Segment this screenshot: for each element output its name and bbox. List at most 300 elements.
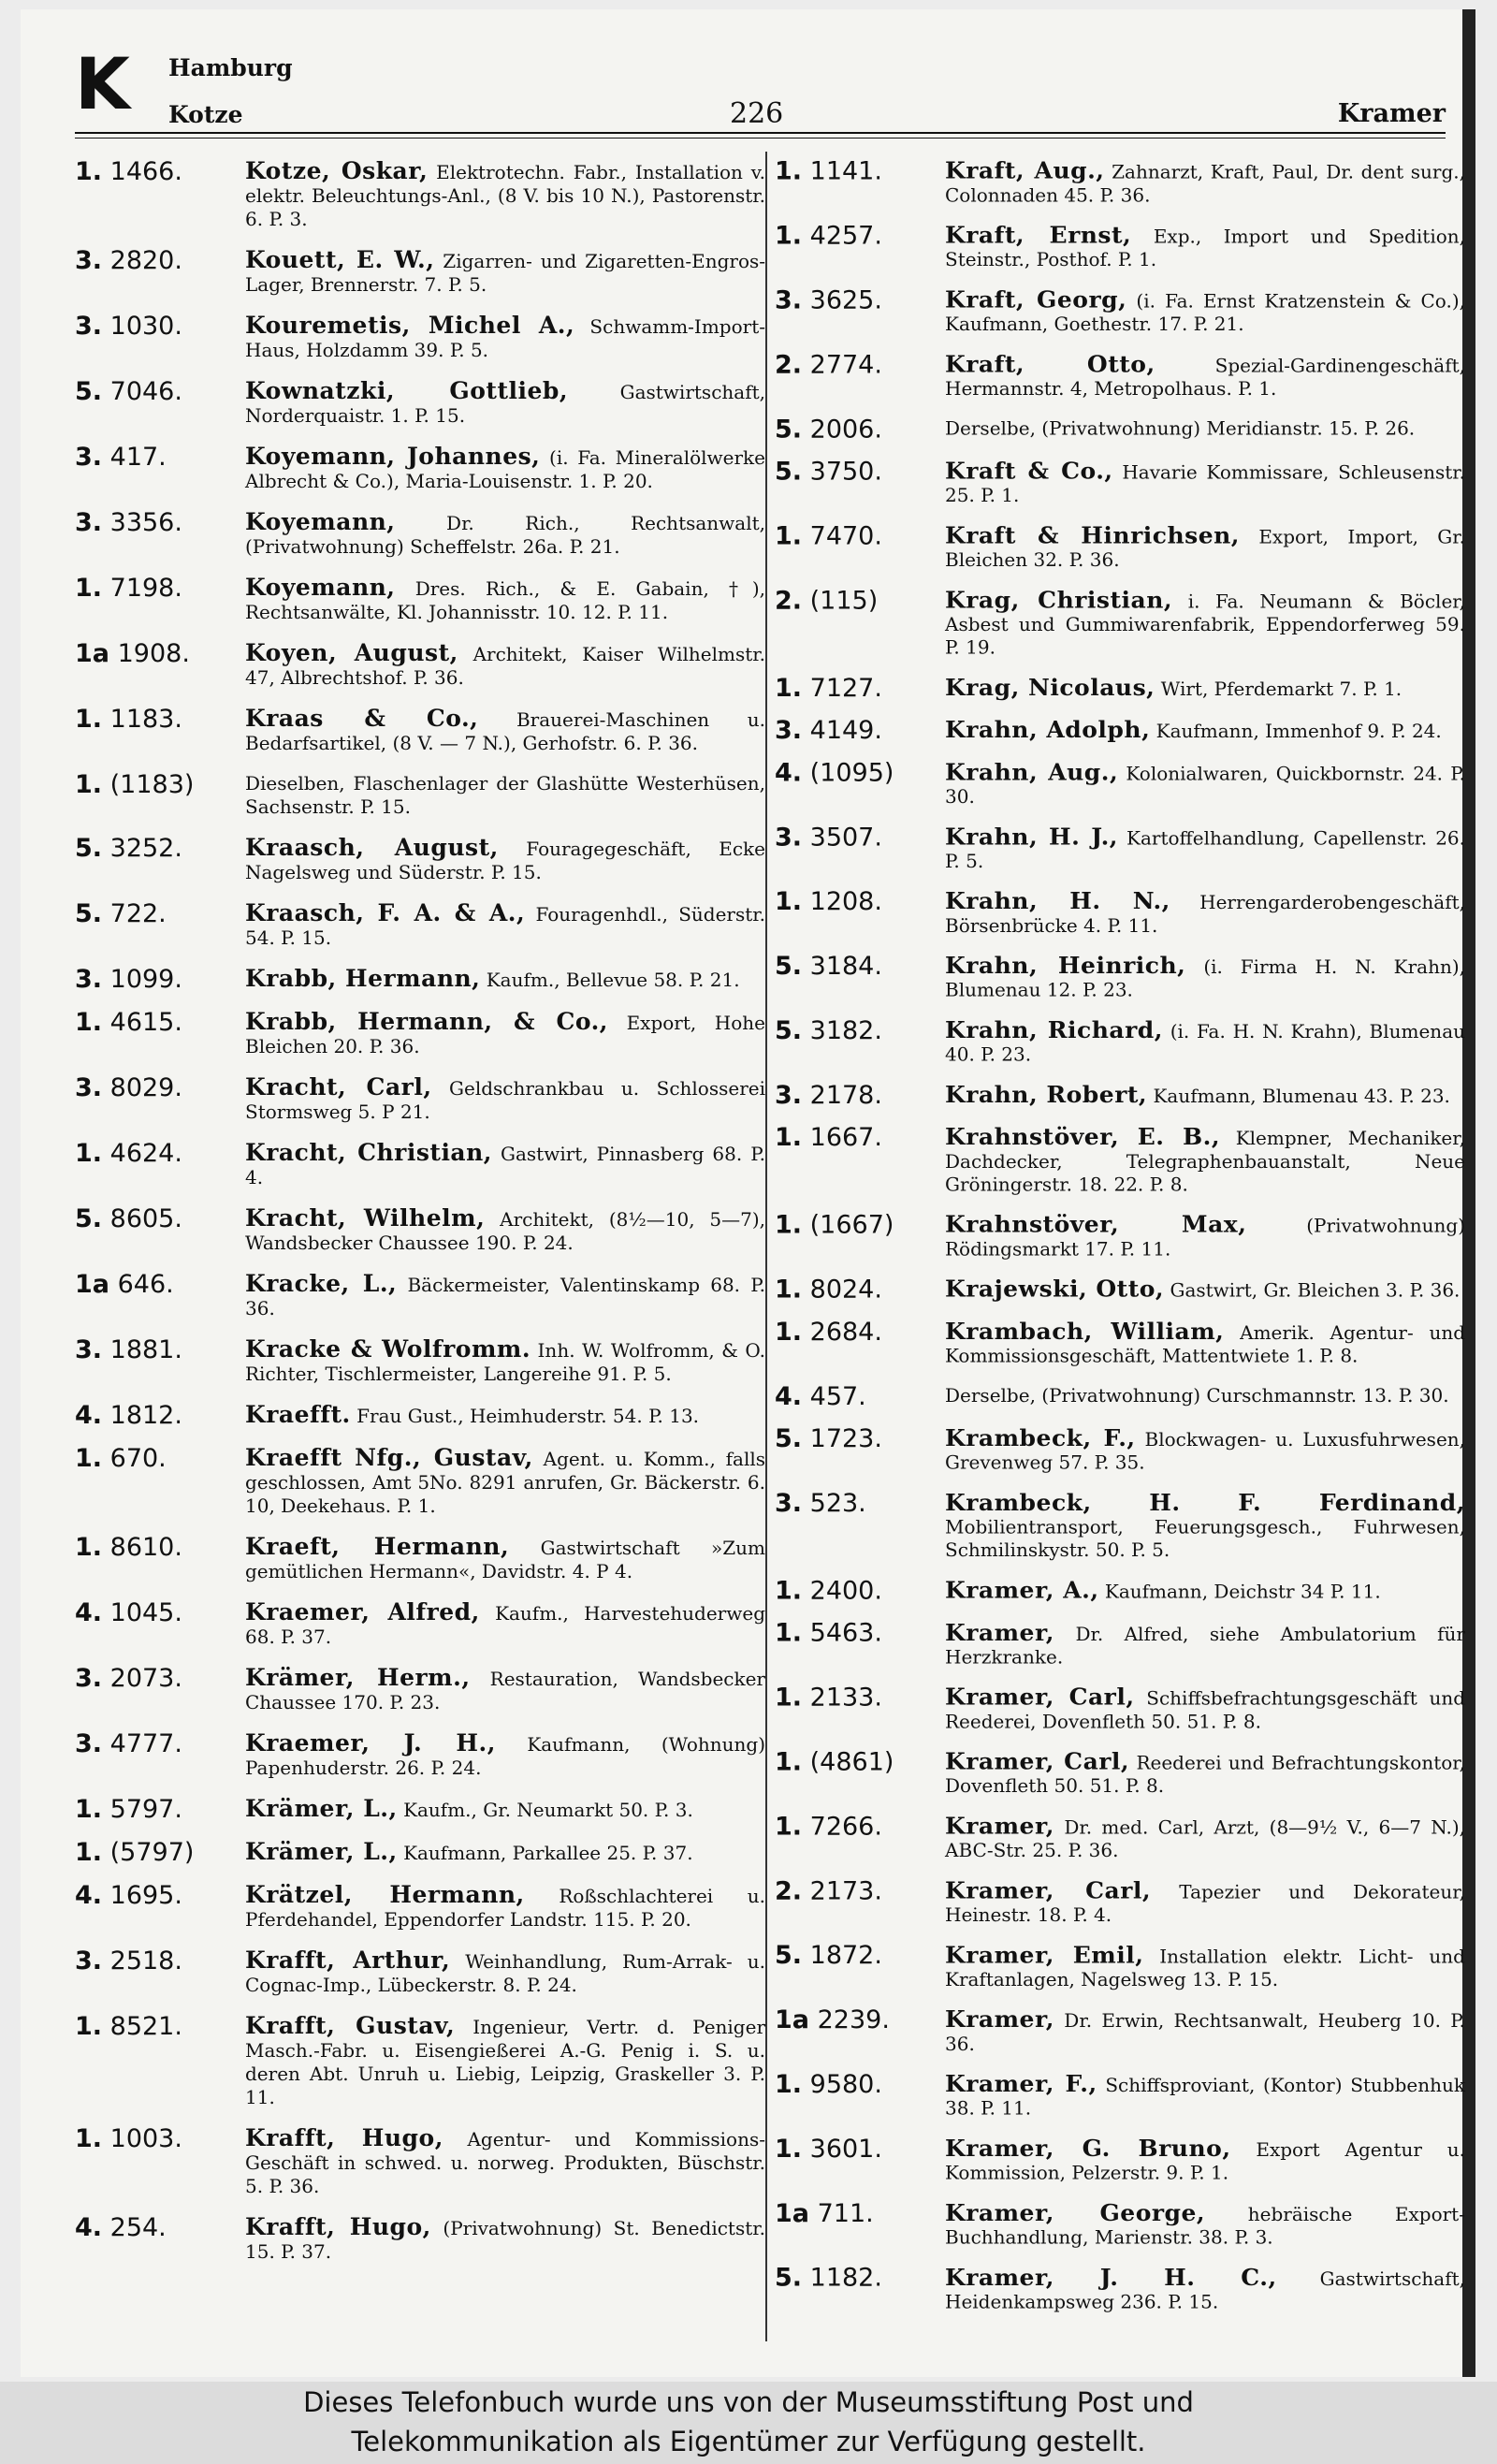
exchange-section: 2. bbox=[775, 350, 803, 380]
phone-number bbox=[75, 1535, 245, 1561]
phone-number bbox=[75, 313, 245, 340]
exchange-section: 1. bbox=[775, 2135, 803, 2164]
entry-text bbox=[945, 1426, 1465, 1474]
phone-number bbox=[775, 825, 945, 852]
phone-number bbox=[75, 1666, 245, 1692]
subscriber-details: (i. Fa. Mineralölwerke Albrecht & Co.), Maria-Louisenstr. 1. P. 20. bbox=[245, 446, 765, 492]
entry-text bbox=[245, 1535, 765, 1583]
subscriber-details: Zigarren- und Zigaretten-Engros-Lager, Brennerstr. 7. P. 5. bbox=[245, 250, 766, 296]
phone-number bbox=[75, 2215, 245, 2241]
exchange-section: 1a bbox=[75, 1270, 110, 1299]
directory-entry bbox=[775, 1876, 1465, 1927]
subscriber-details: Export, Hohe Bleichen 20. P. 36. bbox=[245, 1012, 765, 1057]
exchange-section: 1. bbox=[775, 2070, 803, 2099]
directory-entry bbox=[75, 707, 765, 755]
phone-number bbox=[775, 1876, 945, 1906]
subscriber-details: Spezial-Gardinengeschäft, Hermannstr. 4, Metropolhaus. P. 1. bbox=[945, 354, 1465, 400]
entry-text bbox=[945, 676, 1465, 701]
directory-entry bbox=[75, 248, 765, 297]
entry-text bbox=[245, 707, 765, 755]
directory-entry bbox=[775, 1018, 1465, 1066]
directory-entry bbox=[75, 641, 765, 690]
subscriber-name: Koyemann, bbox=[245, 508, 396, 535]
number-value: 4615. bbox=[109, 1008, 182, 1037]
exchange-section: 1. bbox=[75, 705, 103, 734]
subscriber-name: Krabb, Hermann, & Co., bbox=[245, 1008, 608, 1035]
subscriber-name: Krahn, Adolph, bbox=[945, 716, 1151, 744]
number-value: 5463. bbox=[809, 1619, 882, 1648]
entry-text bbox=[245, 772, 765, 819]
number-value: 1466. bbox=[109, 157, 182, 186]
entry-text bbox=[245, 2014, 765, 2109]
subscriber-details: Installation elektr. Licht- und Kraftanlagen, Nagelsweg 13. P. 15. bbox=[945, 1945, 1465, 1990]
exchange-section: 5. bbox=[75, 834, 103, 863]
entry-text bbox=[245, 576, 765, 624]
phone-number bbox=[75, 1403, 245, 1429]
footer-line-1: Dieses Telefonbuch wurde uns von der Museumsstiftung Post und bbox=[303, 2386, 1194, 2418]
subscriber-details: Klempner, Mechaniker, Dachdecker, Telegraphenbauanstalt, Neue Gröningerstr. 18. 22. P. 8. bbox=[945, 1127, 1465, 1196]
entry-text bbox=[245, 1840, 765, 1865]
subscriber-name: Krätzel, Hermann, bbox=[245, 1881, 525, 1908]
directory-entry bbox=[775, 1812, 1466, 1862]
number-value: 7266. bbox=[809, 1812, 882, 1842]
number-value: (115) bbox=[809, 586, 879, 616]
phone-number bbox=[75, 967, 245, 993]
directory-entry bbox=[775, 676, 1465, 702]
subscriber-details: Inh. W. Wolfromm, & O. Richter, Tischlermeister, Langereihe 91. P. 5. bbox=[245, 1339, 765, 1385]
subscriber-name: Kraefft Nfg., Gustav, bbox=[245, 1444, 533, 1471]
exchange-section: 1a bbox=[775, 2005, 810, 2035]
phone-number bbox=[775, 718, 945, 744]
phone-number bbox=[775, 1319, 945, 1346]
subscriber-name: Kramer, F., bbox=[945, 2070, 1097, 2097]
entry-text bbox=[945, 1384, 1465, 1407]
exchange-section: 1. bbox=[775, 887, 803, 917]
subscriber-name: Krahn, Heinrich, bbox=[945, 952, 1186, 980]
phone-number bbox=[75, 1337, 245, 1363]
subscriber-details: Kaufmann, Deichstr 34 P. 11. bbox=[1104, 1580, 1381, 1603]
subscriber-details: Gastwirt, Gr. Bleichen 3. P. 36. bbox=[1170, 1278, 1461, 1302]
number-value: 722. bbox=[109, 899, 167, 928]
directory-entry bbox=[75, 772, 765, 819]
number-value: 1045. bbox=[109, 1598, 182, 1627]
number-value: 1695. bbox=[109, 1881, 182, 1910]
exchange-section: 5. bbox=[775, 1016, 803, 1045]
exchange-section: 1. bbox=[75, 1838, 103, 1867]
exchange-section: 2. bbox=[775, 1876, 803, 1906]
subscriber-details: Gastwirtschaft, Heidenkampsweg 236. P. 15. bbox=[945, 2267, 1466, 2313]
directory-entry bbox=[75, 2215, 765, 2264]
phone-number bbox=[775, 417, 945, 444]
subscriber-name: Krahn, Richard, bbox=[945, 1016, 1163, 1043]
exchange-section: 4. bbox=[75, 1881, 103, 1910]
entry-text bbox=[945, 2136, 1465, 2184]
directory-entry bbox=[775, 285, 1465, 336]
subscriber-details: Agentur- und Kommissions-Geschäft in schwed. u. norweg. Produkten, Büschstr. 5. P. 36. bbox=[245, 2128, 765, 2197]
phone-number bbox=[75, 1731, 245, 1757]
number-value: 2239. bbox=[817, 2005, 890, 2035]
exchange-section: 3. bbox=[75, 1335, 103, 1364]
exchange-section: 1. bbox=[775, 1619, 803, 1648]
number-value: 3356. bbox=[109, 508, 182, 537]
subscriber-details: Dr. Rich., Rechtsanwalt, (Privatwohnung) Scheffelstr. 26a. P. 21. bbox=[245, 512, 766, 558]
number-value: 457. bbox=[809, 1382, 866, 1411]
exchange-section: 1. bbox=[75, 574, 103, 603]
subscriber-name: Krämer, L., bbox=[245, 1838, 398, 1865]
entry-text bbox=[945, 2007, 1465, 2055]
subscriber-name: Krafft, Hugo, bbox=[245, 2124, 443, 2151]
number-value: (1183) bbox=[109, 770, 195, 799]
entry-text bbox=[245, 313, 765, 362]
exchange-section: 1. bbox=[775, 1812, 803, 1842]
phone-number bbox=[75, 1075, 245, 1101]
subscriber-details: Havarie Kommissare, Schleusenstr. 25. P. 1. bbox=[945, 460, 1466, 507]
directory-entry bbox=[775, 350, 1465, 401]
exchange-section: 5. bbox=[775, 952, 803, 981]
subscriber-name: Kraas & Co., bbox=[245, 705, 479, 732]
subscriber-name: Koyemann, Johannes, bbox=[245, 443, 541, 470]
exchange-section: 3. bbox=[775, 285, 803, 315]
exchange-section: 1. bbox=[75, 1008, 103, 1037]
exchange-section: 1. bbox=[75, 1444, 103, 1473]
directory-entry bbox=[775, 1426, 1465, 1474]
subscriber-details: i. Fa. Neumann & Böcler, Asbest und Gummiwarenfabrik, Eppendorferweg 59. P. 19. bbox=[945, 590, 1466, 659]
number-value: 3252. bbox=[109, 834, 182, 863]
subscriber-details: (i. Fa. Ernst Kratzenstein & Co.), Kaufmann, Goethestr. 17. P. 21. bbox=[945, 289, 1465, 336]
section-letter: K bbox=[75, 42, 130, 125]
subscriber-name: Kraft & Co., bbox=[945, 457, 1113, 485]
directory-entry bbox=[75, 159, 765, 231]
city-name: Hamburg bbox=[168, 54, 293, 81]
exchange-section: 5. bbox=[75, 1204, 103, 1233]
entry-text bbox=[245, 1272, 765, 1320]
directory-entry bbox=[775, 1685, 1465, 1733]
phone-number bbox=[75, 2014, 245, 2040]
phone-number bbox=[775, 1083, 945, 1109]
phone-number bbox=[75, 1797, 245, 1823]
phone-number bbox=[775, 1213, 945, 1239]
entry-text bbox=[945, 2266, 1465, 2313]
subscriber-details: Architekt, (8½—10, 5—7), Wandsbecker Chaussee 190. P. 24. bbox=[245, 1208, 765, 1254]
phone-number bbox=[75, 1141, 245, 1167]
directory-entry bbox=[775, 1083, 1465, 1109]
directory-entry bbox=[75, 313, 765, 362]
entry-text bbox=[945, 2072, 1465, 2120]
phone-number bbox=[75, 1948, 245, 1975]
entry-text bbox=[945, 758, 1465, 809]
phone-number bbox=[75, 1446, 245, 1472]
exchange-section: 5. bbox=[75, 899, 103, 928]
subscriber-name: Kramer, A., bbox=[945, 1576, 1099, 1604]
entry-text bbox=[245, 1141, 765, 1189]
entry-text bbox=[245, 510, 765, 559]
subscriber-name: Kramer, bbox=[945, 2005, 1055, 2034]
subscriber-details: Dres. Rich., & E. Gabain, †), Rechtsanwälte, Kl. Johannisstr. 10. 12. P. 11. bbox=[245, 577, 765, 623]
subscriber-details: Schiffsbefrachtungsgeschäft und Reederei, Dovenfleth 50. 51. P. 8. bbox=[945, 1686, 1466, 1733]
directory-entry bbox=[75, 445, 765, 493]
number-value: 4624. bbox=[109, 1139, 182, 1168]
entry-text bbox=[245, 2215, 765, 2264]
phone-number bbox=[775, 521, 945, 551]
entry-text bbox=[245, 1403, 765, 1428]
entry-text bbox=[245, 379, 765, 428]
exchange-section: 3. bbox=[775, 1081, 803, 1110]
directory-entry bbox=[775, 1384, 1465, 1410]
subscriber-details: Wirt, Pferdemarkt 7. P. 1. bbox=[1160, 678, 1403, 700]
subscriber-name: Kracht, Carl, bbox=[245, 1073, 432, 1101]
subscriber-name: Kramer, Carl, bbox=[945, 1747, 1130, 1775]
exchange-section: 3. bbox=[75, 246, 103, 275]
directory-entry bbox=[775, 758, 1465, 809]
number-value: 9580. bbox=[809, 2070, 882, 2099]
page-number: 226 bbox=[730, 97, 784, 130]
phone-number bbox=[75, 445, 245, 471]
directory-entry bbox=[75, 576, 765, 624]
directory-entry bbox=[775, 1123, 1465, 1197]
number-value: 1183. bbox=[109, 705, 182, 734]
exchange-section: 1. bbox=[75, 2124, 103, 2153]
number-value: 2178. bbox=[809, 1081, 882, 1110]
number-value: 7198. bbox=[109, 574, 182, 603]
directory-entry bbox=[775, 1277, 1465, 1304]
phone-number bbox=[775, 1685, 945, 1712]
exchange-section: 3. bbox=[75, 443, 103, 472]
directory-entry bbox=[775, 1576, 1465, 1606]
number-value: 2173. bbox=[809, 1876, 882, 1906]
number-value: 254. bbox=[109, 2213, 167, 2242]
exchange-section: 4. bbox=[75, 1598, 103, 1627]
directory-entry bbox=[775, 1747, 1465, 1798]
directory-entry bbox=[75, 1883, 765, 1932]
subscriber-details: Herrengarderobengeschäft, Börsenbrücke 4. P. 11. bbox=[945, 891, 1465, 937]
subscriber-details: (i. Fa. H. N. Krahn), Blumenau 40. P. 23. bbox=[945, 1020, 1465, 1066]
entry-text bbox=[245, 1600, 765, 1649]
subscriber-name: Krahnstöver, E. B., bbox=[945, 1123, 1221, 1151]
subscriber-details: Architekt, Kaiser Wilhelmstr. 47, Albrechtshof. P. 36. bbox=[245, 643, 765, 689]
exchange-section: 1. bbox=[775, 1123, 803, 1153]
subscriber-details: Weinhandlung, Rum-Arrak- u. Cognac-Imp., Lübeckerstr. 8. P. 24. bbox=[245, 1950, 765, 1996]
subscriber-name: Kraefft. bbox=[245, 1401, 351, 1428]
number-value: 1723. bbox=[809, 1424, 882, 1453]
number-value: (1095) bbox=[809, 758, 894, 788]
subscriber-name: Kracht, Christian, bbox=[245, 1139, 493, 1166]
subscriber-details: Elektrotechn. Fabr., Installation v. elektr. Beleuchtungs-Anl., (8 V. bis 10 N.), Pastorenstr. 6. P. 3. bbox=[245, 161, 766, 230]
number-value: 3750. bbox=[809, 457, 882, 487]
exchange-section: 3. bbox=[75, 1073, 103, 1102]
directory-entry bbox=[75, 1600, 765, 1649]
exchange-section: 1. bbox=[775, 521, 803, 551]
entry-text bbox=[945, 285, 1465, 336]
phone-number bbox=[775, 1018, 945, 1044]
entry-text bbox=[945, 1083, 1465, 1108]
entry-text bbox=[245, 2126, 765, 2198]
phone-number bbox=[775, 350, 945, 380]
directory-entry bbox=[775, 459, 1465, 507]
number-value: 3625. bbox=[809, 285, 882, 315]
directory-entry bbox=[775, 1491, 1465, 1562]
subscriber-name: Kramer, George, bbox=[945, 2199, 1206, 2226]
directory-entry bbox=[775, 1621, 1465, 1669]
subscriber-name: Kracke, L., bbox=[245, 1270, 398, 1297]
number-value: 2006. bbox=[809, 415, 882, 445]
subscriber-name: Krafft, Hugo, bbox=[245, 2213, 431, 2240]
exchange-section: 1. bbox=[775, 1275, 803, 1305]
subscriber-name: Koyemann, bbox=[245, 574, 396, 601]
entry-text bbox=[245, 1883, 765, 1932]
entry-text bbox=[945, 159, 1465, 207]
number-value: 4149. bbox=[809, 716, 882, 746]
entry-text bbox=[945, 1876, 1465, 1927]
phone-number bbox=[775, 954, 945, 980]
entry-text bbox=[945, 1576, 1465, 1604]
directory-entry bbox=[775, 1941, 1465, 1991]
exchange-section: 5. bbox=[775, 1424, 803, 1453]
number-value: 1141. bbox=[809, 157, 882, 186]
exchange-section: 1. bbox=[775, 674, 803, 703]
exchange-section: 3. bbox=[775, 823, 803, 853]
subscriber-name: Kramer, G. Bruno, bbox=[945, 2135, 1231, 2162]
subscriber-name: Krambach, William, bbox=[945, 1318, 1225, 1345]
entry-text bbox=[945, 1812, 1466, 1862]
phone-number bbox=[75, 379, 245, 405]
directory-entry bbox=[775, 887, 1465, 938]
phone-number bbox=[775, 2007, 945, 2034]
entry-text bbox=[245, 248, 765, 297]
number-value: 5797. bbox=[109, 1795, 182, 1824]
exchange-section: 3. bbox=[775, 1489, 803, 1518]
header-rule bbox=[75, 132, 1446, 134]
number-value: 1208. bbox=[809, 887, 882, 917]
directory-entry bbox=[75, 1337, 765, 1386]
phone-number bbox=[775, 1747, 945, 1777]
exchange-section: 5. bbox=[75, 377, 103, 406]
exchange-section: 1. bbox=[775, 1684, 803, 1713]
entry-text bbox=[245, 1010, 765, 1058]
footer-line-2: Telekommunikation als Eigentümer zur Verfügung gestellt. bbox=[351, 2426, 1146, 2457]
subscriber-details: Frau Gust., Heimhuderstr. 54. P. 13. bbox=[356, 1405, 700, 1427]
exchange-section: 1. bbox=[75, 1139, 103, 1168]
entry-text bbox=[245, 641, 765, 690]
subscriber-name: Krag, Christian, bbox=[945, 586, 1173, 614]
entry-text bbox=[945, 417, 1465, 441]
number-value: 1881. bbox=[109, 1335, 182, 1364]
directory-entry bbox=[775, 1319, 1465, 1367]
number-value: 2400. bbox=[809, 1576, 882, 1606]
phone-number bbox=[75, 641, 245, 667]
subscriber-name: Koyen, August, bbox=[245, 639, 458, 666]
subscriber-details: Kaufmann, Immenhof 9. P. 24. bbox=[1155, 720, 1442, 743]
directory-entry bbox=[775, 417, 1465, 444]
entry-text bbox=[945, 1277, 1465, 1303]
entry-text bbox=[245, 1337, 765, 1386]
number-value: 3184. bbox=[809, 952, 882, 981]
subscriber-name: Krabb, Hermann, bbox=[245, 965, 481, 992]
subscriber-details: Kaufmann, Blumenau 43. P. 23. bbox=[1153, 1085, 1450, 1107]
phone-number bbox=[75, 707, 245, 733]
directory-entry bbox=[75, 1403, 765, 1429]
directory-entry bbox=[75, 2014, 765, 2109]
subscriber-name: Krämer, Herm., bbox=[245, 1664, 471, 1691]
number-value: 1872. bbox=[809, 1941, 882, 1971]
entry-text bbox=[945, 521, 1465, 572]
exchange-section: 3. bbox=[75, 1729, 103, 1758]
exchange-section: 1. bbox=[775, 1576, 803, 1606]
directory-entry bbox=[75, 510, 765, 559]
directory-entry bbox=[775, 2266, 1465, 2313]
number-value: 417. bbox=[109, 443, 167, 472]
number-value: 1812. bbox=[109, 1401, 182, 1430]
number-value: 2133. bbox=[809, 1684, 882, 1713]
directory-entry bbox=[775, 2072, 1465, 2120]
exchange-section: 1. bbox=[75, 157, 103, 186]
phone-number bbox=[75, 159, 245, 185]
subscriber-details: Kaufm., Gr. Neumarkt 50. P. 3. bbox=[403, 1799, 693, 1821]
exchange-section: 1. bbox=[75, 1533, 103, 1562]
entry-text bbox=[245, 1731, 765, 1780]
phone-number bbox=[75, 510, 245, 536]
subscriber-name: Kraft, Ernst, bbox=[945, 221, 1132, 249]
subscriber-details: Kaufm., Harvestehuderweg 68. P. 37. bbox=[245, 1602, 765, 1648]
phone-number bbox=[75, 576, 245, 602]
exchange-section: 2. bbox=[775, 586, 803, 616]
subscriber-name: Krag, Nicolaus, bbox=[945, 674, 1155, 701]
exchange-section: 1. bbox=[75, 1795, 103, 1824]
directory-entry bbox=[75, 1797, 765, 1823]
directory-entry bbox=[75, 967, 765, 993]
footer-note bbox=[0, 2382, 1497, 2464]
subscriber-details: Derselbe, (Privatwohnung) Curschmannstr. 13. P. 30. bbox=[945, 1384, 1449, 1407]
subscriber-details: (Privatwohnung) Rödingsmarkt 17. P. 11. bbox=[945, 1215, 1466, 1261]
subscriber-details: Fouragenhdl., Süderstr. 54. P. 15. bbox=[245, 903, 766, 949]
phone-number bbox=[75, 248, 245, 274]
exchange-section: 3. bbox=[775, 716, 803, 746]
directory-entry bbox=[75, 1075, 765, 1124]
directory-page bbox=[21, 9, 1475, 2377]
exchange-section: 5. bbox=[775, 1941, 803, 1971]
subscriber-name: Kraemer, J. H., bbox=[245, 1729, 496, 1757]
subscriber-name: Krajewski, Otto, bbox=[945, 1275, 1165, 1303]
number-value: 1182. bbox=[809, 2264, 882, 2293]
number-value: 8605. bbox=[109, 1204, 182, 1233]
subscriber-details: Kaufmann, (Wohnung) Papenhuderstr. 26. P. 24. bbox=[245, 1733, 765, 1779]
subscriber-name: Krahn, H. J., bbox=[945, 823, 1118, 851]
subscriber-name: Krämer, L., bbox=[245, 1795, 398, 1822]
subscriber-details: Roßschlachterei u. Pferdehandel, Eppendorfer Landstr. 115. P. 20. bbox=[245, 1885, 765, 1931]
subscriber-details: hebräische Export-Buchhandlung, Marienstr. 38. P. 3. bbox=[945, 2203, 1465, 2249]
entry-text bbox=[945, 350, 1465, 401]
phone-number bbox=[775, 2201, 945, 2227]
number-value: (4861) bbox=[809, 1747, 894, 1777]
exchange-section: 3. bbox=[75, 1946, 103, 1976]
subscriber-details: Dr. Erwin, Rechtsanwalt, Heuberg 10. P. 36. bbox=[945, 2009, 1465, 2055]
subscriber-details: Gastwirtschaft »Zum gemütlichen Hermann«, Davidstr. 4. P 4. bbox=[245, 1537, 766, 1582]
phone-number bbox=[775, 1941, 945, 1971]
subscriber-name: Kouremetis, Michel A., bbox=[245, 312, 575, 339]
directory-entry bbox=[75, 1535, 765, 1583]
directory-entry bbox=[775, 2201, 1465, 2249]
subscriber-name: Kotze, Oskar, bbox=[245, 157, 429, 184]
phone-number bbox=[75, 772, 245, 798]
entry-text bbox=[245, 967, 765, 992]
subscriber-details: Mobilientransport, Feuerungsgesch., Fuhrwesen, Schmilinskystr. 50. P. 5. bbox=[945, 1515, 1465, 1562]
subscriber-details: Amerik. Agentur- und Kommissionsgeschäft, Mattentwiete 1. P. 8. bbox=[945, 1321, 1466, 1367]
right-column bbox=[775, 159, 1465, 2330]
number-value: 8029. bbox=[109, 1073, 182, 1102]
exchange-section: 1. bbox=[775, 221, 803, 251]
entry-text bbox=[945, 1491, 1465, 1562]
phone-number bbox=[775, 1123, 945, 1153]
subscriber-name: Kouett, E. W., bbox=[245, 246, 435, 273]
